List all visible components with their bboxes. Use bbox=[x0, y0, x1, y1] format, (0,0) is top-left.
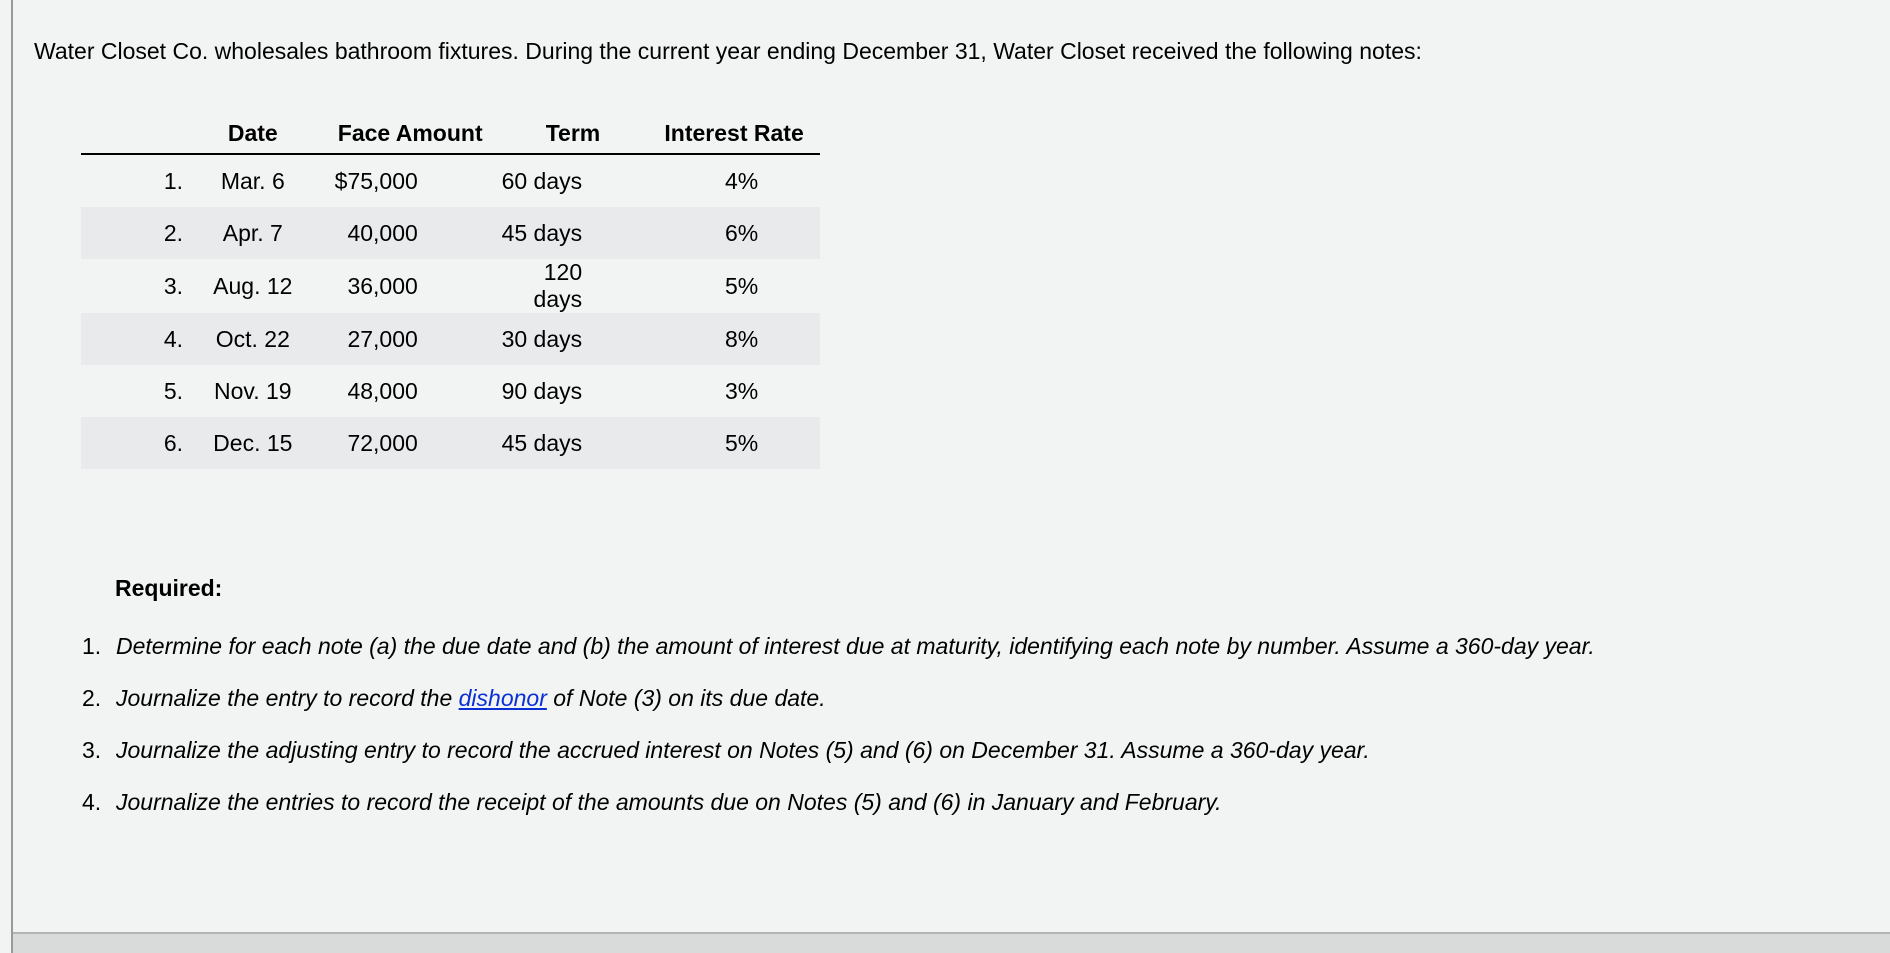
required-heading: Required: bbox=[115, 575, 223, 601]
note-number: 5. bbox=[163, 377, 184, 404]
requirement-number: 3. bbox=[82, 737, 102, 763]
left-border bbox=[11, 0, 13, 953]
note-face-amount: 72,000 bbox=[347, 429, 418, 456]
horizontal-scrollbar[interactable] bbox=[13, 932, 1890, 953]
note-interest-rate: 4% bbox=[724, 167, 759, 194]
note-term: 45 days bbox=[501, 219, 583, 246]
note-date: Dec. 15 bbox=[183, 417, 323, 469]
header-number bbox=[81, 113, 183, 154]
note-face-amount: $75,000 bbox=[334, 167, 418, 194]
requirement-text: Journalize the adjusting entry to record the accrued interest on Notes (5) and (6) on December 31. Assume a 360-day year. bbox=[116, 737, 1370, 763]
notes-table bbox=[81, 113, 820, 469]
requirement-number: 4. bbox=[82, 789, 102, 815]
note-face-amount: 48,000 bbox=[347, 377, 418, 404]
note-interest-rate: 5% bbox=[724, 272, 759, 299]
note-date: Nov. 19 bbox=[214, 377, 292, 404]
note-number: 4. bbox=[163, 325, 184, 352]
note-face-amount: 27,000 bbox=[347, 325, 418, 352]
note-date: Apr. 7 bbox=[183, 207, 323, 259]
requirement-text-before: Journalize the entry to record the bbox=[116, 685, 459, 711]
table-row bbox=[81, 207, 820, 259]
table-row bbox=[81, 417, 820, 469]
requirement-number: 2. bbox=[82, 685, 102, 711]
note-interest-rate: 8% bbox=[724, 325, 759, 352]
dishonor-glossary-link[interactable]: dishonor bbox=[458, 685, 547, 711]
note-number: 1. bbox=[163, 167, 184, 194]
requirement-item bbox=[70, 726, 1630, 774]
table-row bbox=[81, 154, 820, 207]
note-interest-rate: 3% bbox=[724, 377, 759, 404]
note-date: Mar. 6 bbox=[220, 167, 285, 194]
table-row bbox=[81, 259, 820, 313]
requirements-list bbox=[70, 622, 1630, 830]
note-interest-rate: 6% bbox=[724, 219, 759, 246]
note-term: 45 days bbox=[501, 429, 583, 456]
header-face-amount: Face Amount bbox=[323, 113, 498, 154]
header-interest-rate: Interest Rate bbox=[648, 113, 820, 154]
note-term: 90 days bbox=[501, 377, 583, 404]
note-number: 2. bbox=[163, 219, 184, 246]
note-interest-rate: 5% bbox=[724, 429, 759, 456]
note-face-amount: 40,000 bbox=[347, 219, 418, 246]
requirement-text: Journalize the entries to record the receipt of the amounts due on Notes (5) and (6) in January and February. bbox=[116, 789, 1222, 815]
requirement-text-after: of Note (3) on its due date. bbox=[546, 685, 826, 711]
note-number: 3. bbox=[163, 272, 184, 299]
table-row bbox=[81, 365, 820, 417]
note-number: 6. bbox=[163, 429, 184, 456]
requirement-number: 1. bbox=[82, 633, 102, 659]
note-date: Aug. 12 bbox=[213, 272, 293, 299]
table-header-row bbox=[81, 113, 820, 154]
requirement-item bbox=[70, 674, 1630, 722]
note-term: 120 days bbox=[533, 259, 583, 312]
requirement-text: Determine for each note (a) the due date and (b) the amount of interest due at maturity, identifying each note by number. Assume a 360-day year. bbox=[116, 633, 1595, 659]
note-date: Oct. 22 bbox=[183, 313, 323, 365]
requirement-item bbox=[70, 778, 1630, 826]
table-row bbox=[81, 313, 820, 365]
note-term: 30 days bbox=[501, 325, 583, 352]
problem-intro: Water Closet Co. wholesales bathroom fixtures. During the current year ending December 31, Water Closet received the following notes: bbox=[34, 38, 1422, 64]
header-term: Term bbox=[498, 113, 648, 154]
note-face-amount: 36,000 bbox=[347, 272, 418, 299]
note-term: 60 days bbox=[501, 167, 583, 194]
requirement-item bbox=[70, 622, 1630, 670]
header-date: Date bbox=[183, 113, 323, 154]
